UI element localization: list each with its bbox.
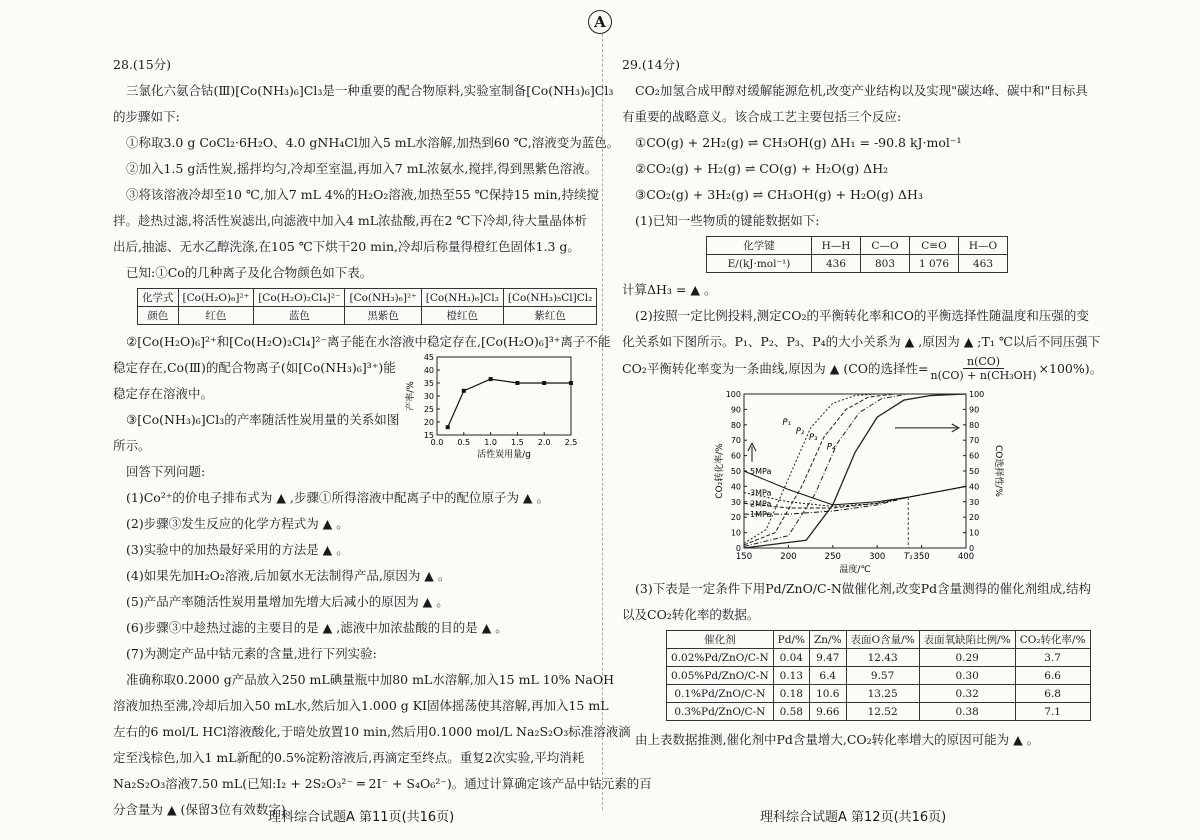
y2-tick-label: 100	[969, 390, 985, 399]
question-28-subquestions	[113, 459, 652, 823]
subquestion-6: (6)步骤③中趁热过滤的主要目的是 ▲ ,滤液中加浓盐酸的目的是 ▲ 。	[126, 620, 508, 635]
table-cell: 0.3%Pd/ZnO/C-N	[667, 703, 774, 721]
selectivity-curve	[744, 394, 966, 545]
data-point	[542, 381, 546, 385]
x-tick-label: 2.5	[564, 438, 578, 447]
text-line: 溶液加热至沸,冷却后加入50 mL水,然后加入1.000 g KI固体摇荡使其溶解,再加入15 mL	[113, 698, 609, 713]
table-cell: 9.57	[846, 667, 919, 685]
selectivity-curve	[744, 394, 966, 543]
y-axis-label: CO₂转化率/%	[715, 443, 725, 499]
x-tick-label: 0.0	[430, 438, 444, 447]
table-cell: 0.29	[919, 649, 1015, 667]
subquestion-3: (3)实验中的加热最好采用的方法是 ▲ 。	[126, 542, 349, 557]
step-1: ①称取3.0 g CoCl₂·6H₂O、4.0 gNH₄Cl加入5 mL水溶解,加热到60 ℃,溶液变为蓝色。	[126, 135, 620, 150]
y-tick-label: 10	[730, 528, 741, 538]
right-page	[622, 52, 1103, 753]
table-row	[667, 649, 1091, 667]
x-tick-label: 300	[869, 552, 886, 562]
known-1: 已知:①Co的几种离子及化合物颜色如下表。	[126, 265, 373, 280]
subquestion-7: (7)为测定产品中钴元素的含量,进行下列实验:	[126, 646, 377, 661]
text-line: 左右的6 mol/L HCl溶液酸化,于暗处放置10 min,然后用0.1000 mol/L Na₂S₂O₃标准溶液滴	[113, 724, 631, 739]
table-cell: 3.7	[1015, 649, 1090, 667]
conversion-curve	[744, 471, 966, 505]
step-2: ②加入1.5 g活性炭,摇拌均匀,冷却至室温,再加入7 mL浓氨水,搅拌,得到黑紫色溶液。	[126, 161, 598, 176]
y-tick-label: 80	[730, 420, 741, 430]
text-line: 以及CO₂转化率的数据。	[622, 607, 760, 622]
y-tick-label: 40	[423, 366, 434, 375]
data-point	[515, 381, 519, 385]
y2-tick-label: 10	[969, 528, 980, 538]
subquestion-2: (2)按照一定比例投料,测定CO₂的平衡转化率和CO的平衡选择性随温度和压强的变	[635, 308, 1089, 323]
y-tick-label: 30	[423, 392, 434, 401]
table-cell: 10.6	[809, 685, 846, 703]
table-cell: CO₂转化率/%	[1015, 631, 1090, 649]
y-tick-label: 100	[725, 390, 741, 399]
table-cell: 9.47	[809, 649, 846, 667]
question-29-header: 29.(14分)	[622, 57, 681, 72]
page-footer-left: 理科综合试题A 第11页(共16页)	[268, 810, 455, 825]
conversion-curve	[744, 486, 966, 514]
table-cell: 化学式	[138, 289, 179, 307]
reaction-1: ①CO(g) + 2H₂(g) ⇌ CH₃OH(g) ΔH₁ = -90.8 kJ·mol⁻¹	[635, 135, 962, 150]
table-cell: 0.13	[773, 667, 809, 685]
y-tick-label: 20	[423, 418, 434, 427]
y2-tick-label: 0	[969, 544, 975, 553]
subquestion-1: (1)已知一些物质的键能数据如下:	[635, 213, 820, 228]
fraction-numerator: n(CO)	[963, 355, 1004, 369]
table-cell: 0.32	[919, 685, 1015, 703]
x-tick-label: 150	[735, 552, 753, 562]
x-tick-label: 350	[913, 552, 930, 562]
y-tick-label: 15	[423, 431, 434, 440]
y2-tick-label: 60	[969, 451, 980, 461]
y2-tick-label: 30	[969, 497, 980, 507]
text-line: CO₂加氢合成甲醇对缓解能源危机,改变产业结构以及实现"碳达峰、碳中和"目标具	[635, 83, 1088, 98]
conversion-curve-label: 3MPa	[750, 488, 772, 498]
table-cell: 0.1%Pd/ZnO/C-N	[667, 685, 774, 703]
table-cell: C≡O	[910, 237, 959, 255]
table-cell: 7.1	[1015, 703, 1090, 721]
y-axis-label: 产率/%	[406, 381, 416, 411]
text-line: 定至浅棕色,加入1 mL新配的0.5%淀粉溶液后,再滴定至终点。重复2次实验,平均消耗	[113, 750, 585, 765]
x-axis-label: 温度/℃	[839, 565, 871, 575]
table-cell: 12.52	[846, 703, 919, 721]
subquestion-1: (1)Co²⁺的价电子排布式为 ▲ ,步骤①所得溶液中配离子中的配位原子为 ▲ 。	[126, 490, 549, 505]
y2-tick-label: 90	[969, 405, 980, 415]
text-line: Na₂S₂O₃溶液7.50 mL(已知:I₂ + 2S₂O₃²⁻ ═ 2I⁻ + S₄O₆²⁻)。通过计算确定该产品中钴元素的百	[113, 776, 652, 791]
y-tick-label: 60	[730, 451, 741, 461]
table-cell: 0.05%Pd/ZnO/C-N	[667, 667, 774, 685]
subquestion-3: (3)下表是一定条件下用Pd/ZnO/C-N做催化剂,改变Pd含量测得的催化剂组成,结构	[635, 581, 1092, 596]
table-cell: 0.58	[773, 703, 809, 721]
x-tick-label: 400	[957, 552, 975, 562]
table-cell: 463	[959, 255, 1008, 273]
table-cell: 表面O含量/%	[846, 631, 919, 649]
table-cell: [Co(H₂O)₆]²⁺	[178, 289, 254, 307]
text-line: 回答下列问题:	[126, 464, 206, 479]
y-tick-label: 70	[730, 436, 741, 446]
table-cell: 6.6	[1015, 667, 1090, 685]
text-line: 稳定存在,Co(Ⅲ)的配合物离子(如[Co(NH₃)₆]³⁺)能	[113, 360, 396, 375]
table-cell: 颜色	[138, 307, 179, 325]
table-cell: 0.30	[919, 667, 1015, 685]
table-cell: 紫红色	[503, 307, 597, 325]
subquestion-2: (2)步骤③发生反应的化学方程式为 ▲ 。	[126, 516, 349, 531]
table-cell: 蓝色	[254, 307, 345, 325]
table-cell: 0.18	[773, 685, 809, 703]
text-line: 出后,抽滤、无水乙醇洗涤,在105 ℃下烘干20 min,冷却后称量得橙红色固体1.3 g。	[113, 239, 580, 254]
known-2-block	[113, 329, 611, 460]
table-cell: 橙红色	[421, 307, 503, 325]
text-span: ×100%)。	[1038, 360, 1103, 376]
y2-tick-label: 70	[969, 436, 980, 446]
data-point	[446, 425, 450, 429]
x-tick-label: 200	[780, 552, 797, 562]
text-line: 准确称取0.2000 g产品放入250 mL碘量瓶中加80 mL水溶解,加入15 mL 10% NaOH	[126, 672, 615, 687]
data-point	[489, 377, 493, 381]
table-row	[138, 307, 597, 325]
table-cell: H—O	[959, 237, 1008, 255]
selectivity-curve-label: P₃	[809, 433, 818, 444]
table-cell: [Co(H₂O)₂Cl₄]²⁻	[254, 289, 345, 307]
table-cell: [Co(NH₃)₅Cl]Cl₂	[503, 289, 597, 307]
table-cell: 12.43	[846, 649, 919, 667]
table-cell: C—O	[861, 237, 910, 255]
table-header-row	[707, 237, 1008, 255]
text-line: ②[Co(H₂O)₆]²⁺和[Co(H₂O)₂Cl₄]²⁻离子能在水溶液中稳定存在,[Co(H₂O)₆]³⁺离子不能	[126, 334, 611, 349]
selectivity-curve-label: P₄	[826, 442, 836, 453]
page-divider	[602, 34, 603, 810]
selectivity-line	[622, 355, 1103, 382]
table-cell: 436	[812, 255, 861, 273]
selectivity-curve-label: P₂	[795, 427, 805, 438]
text-line: 三氯化六氨合钴(Ⅲ)[Co(NH₃)₆]Cl₃是一种重要的配合物原料,实验室制备[Co(NH₃)₆]Cl₃	[126, 83, 614, 98]
plot-frame	[744, 394, 966, 548]
table-cell: 黑紫色	[345, 307, 421, 325]
y2-tick-label: 50	[969, 467, 980, 476]
table-cell: 0.38	[919, 703, 1015, 721]
calc-delta-h3: 计算ΔH₃ = ▲ 。	[622, 282, 717, 297]
data-point	[569, 381, 573, 385]
table-cell: 催化剂	[667, 631, 774, 649]
table-cell: [Co(NH₃)₆]²⁺	[345, 289, 421, 307]
y-tick-label: 45	[423, 353, 434, 362]
table-cell: 0.04	[773, 649, 809, 667]
yield-line	[448, 379, 571, 427]
y-tick-label: 25	[423, 405, 434, 414]
table-cell: 6.8	[1015, 685, 1090, 703]
table-cell: 表面氧缺陷比例/%	[919, 631, 1015, 649]
x-axis-label: 活性炭用量/g	[477, 450, 531, 460]
y-tick-label: 40	[730, 482, 741, 492]
y2-tick-label: 80	[969, 420, 980, 430]
text-line: 所示。	[113, 438, 151, 453]
y-tick-label: 0	[735, 544, 741, 553]
yield-vs-carbon-chart	[403, 351, 578, 463]
table-cell: 13.25	[846, 685, 919, 703]
x-tick-label: 1.5	[511, 438, 524, 447]
text-line: 有重要的战略意义。该合成工艺主要包括三个反应:	[622, 109, 902, 124]
y2-axis-label: CO选择性/%	[993, 445, 1003, 497]
table-row	[707, 255, 1008, 273]
table-cell: 1 076	[910, 255, 959, 273]
step-3: ③将该溶液冷却至10 ℃,加入7 mL 4%的H₂O₂溶液,加热至55 ℃保持15 min,持续搅	[126, 187, 599, 202]
table-cell: 803	[861, 255, 910, 273]
x-tick-label: 0.5	[457, 438, 471, 447]
subquestion-5: (5)产品产率随活性炭用量增加先增大后减小的原因为 ▲ 。	[126, 594, 449, 609]
conversion-curve-label: 5MPa	[750, 467, 772, 476]
fraction-denominator: n(CO) + n(CH₃OH)	[930, 369, 1037, 382]
text-line: 分含量为 ▲ (保留3位有效数字)。	[113, 802, 299, 817]
table-cell: 红色	[178, 307, 254, 325]
y-tick-label: 30	[730, 497, 741, 507]
x-tick-label: 1.0	[484, 438, 497, 447]
table-row	[667, 667, 1091, 685]
conversion-curve-label: 2MPa	[750, 499, 772, 509]
plot-frame	[437, 357, 571, 435]
text-line: ③[Co(NH₃)₆]Cl₃的产率随活性炭用量的关系如图	[126, 412, 400, 427]
table-header-row	[138, 289, 597, 307]
bond-energy-table	[706, 236, 1008, 273]
text-span: CO₂平衡转化率变为一条曲线,原因为 ▲ (CO的选择性=	[622, 360, 929, 376]
table-cell: Zn/%	[809, 631, 846, 649]
table-row	[667, 703, 1091, 721]
reaction-2: ②CO₂(g) + H₂(g) ⇌ CO(g) + H₂O(g) ΔH₂	[635, 161, 889, 176]
catalyst-table	[666, 630, 1091, 721]
y-tick-label: 50	[730, 467, 741, 476]
table-row	[667, 685, 1091, 703]
subquestion-4: (4)如果先加H₂O₂溶液,后加氨水无法制得产品,原因为 ▲ 。	[126, 568, 451, 583]
selectivity-fraction	[931, 355, 1037, 382]
selectivity-curve-label: P₁	[782, 417, 791, 428]
table-cell: 6.4	[809, 667, 846, 685]
x-tick-label: 250	[824, 552, 841, 562]
data-point	[462, 389, 466, 393]
reaction-3: ③CO₂(g) + 3H₂(g) ⇌ CH₃OH(g) + H₂O(g) ΔH₃	[635, 187, 923, 202]
text-line: 化关系如下图所示。P₁、P₂、P₃、P₄的大小关系为 ▲ ,原因为 ▲ ;T₁ ℃以后不同压强下	[622, 334, 1101, 349]
y-tick-label: 20	[730, 513, 741, 523]
text-line: 的步骤如下:	[113, 109, 180, 124]
text-line: 拌。趁热过滤,将活性炭滤出,向滤液中加入4 mL浓盐酸,再在2 ℃下冷却,待大量晶体析	[113, 213, 587, 228]
y2-tick-label: 40	[969, 482, 980, 492]
cobalt-color-table	[137, 288, 597, 325]
table-cell: 0.02%Pd/ZnO/C-N	[667, 649, 774, 667]
co2-conversion-chart	[712, 388, 1012, 576]
page-footer-right: 理科综合试题A 第12页(共16页)	[760, 810, 947, 825]
y-tick-label: 90	[730, 405, 741, 415]
question-28-intro	[113, 78, 620, 286]
text-line: 稳定存在溶液中。	[113, 386, 214, 401]
table-cell: Pd/%	[773, 631, 809, 649]
selectivity-curve	[744, 394, 966, 548]
table-cell: E/(kJ·mol⁻¹)	[707, 255, 812, 273]
table-cell: 化学键	[707, 237, 812, 255]
y2-tick-label: 20	[969, 513, 980, 523]
t1-marker-label: T₁	[903, 552, 913, 562]
question-28-header: 28.(15分)	[113, 57, 172, 72]
table-cell: [Co(NH₃)₆]Cl₃	[421, 289, 503, 307]
y-tick-label: 35	[423, 379, 434, 388]
conclusion-line: 由上表数据推测,催化剂中Pd含量增大,CO₂转化率增大的原因可能为 ▲ 。	[635, 732, 1040, 747]
table-header-row	[667, 631, 1091, 649]
x-tick-label: 2.0	[537, 438, 551, 447]
selectivity-curve	[744, 394, 966, 546]
paper-version-badge: A	[588, 10, 612, 34]
table-cell: H—H	[812, 237, 861, 255]
table-cell: 9.66	[809, 703, 846, 721]
conversion-curve-label: 1MPa	[750, 510, 772, 520]
